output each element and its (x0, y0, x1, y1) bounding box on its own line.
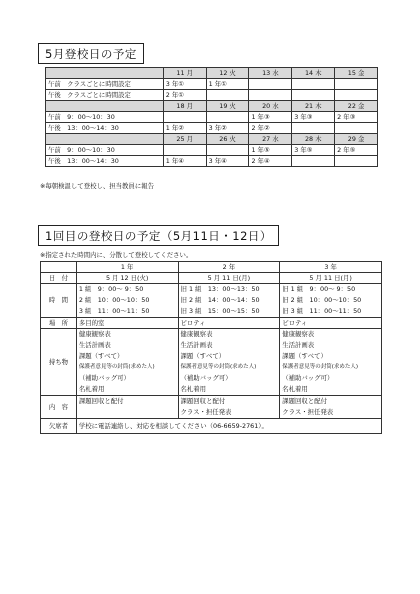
row-label-items: 持ち物 (41, 329, 77, 396)
week1-pm-row (46, 90, 378, 101)
time-row (41, 284, 382, 318)
schedule-cell (292, 123, 335, 134)
day-cell: 29 金 (335, 134, 378, 145)
schedule-cell (206, 90, 249, 101)
grade-header-row (41, 262, 382, 273)
schedule-cell (163, 145, 206, 156)
row-label-time: 時 間 (41, 284, 77, 318)
grade-header: 2 年 (178, 262, 280, 273)
row-label-absent: 欠席者 (41, 419, 77, 434)
day-cell: 20 水 (249, 101, 292, 112)
schedule-cell (163, 112, 206, 123)
day-cell: 13 水 (249, 68, 292, 79)
day-cell: 18 月 (163, 101, 206, 112)
day-cell: 19 火 (206, 101, 249, 112)
schedule-cell: 1 年④ (163, 156, 206, 167)
week3-am-row (46, 145, 378, 156)
schedule-cell: 2 年② (249, 123, 292, 134)
day-cell: 21 木 (292, 101, 335, 112)
schedule-cell: 2 年③ (335, 112, 378, 123)
schedule-cell: 2 年⑤ (335, 145, 378, 156)
place-row (41, 318, 382, 329)
content-row (41, 396, 382, 419)
first-day-table (40, 261, 382, 434)
content-cell: 課題回収と配付 クラス・担任発表 (178, 396, 280, 419)
time-cell: 旧 1 組 13：00～13：50 旧 2 組 14：00～14：50 旧 3 組 15：00～15：50 (178, 284, 280, 318)
schedule-cell (335, 90, 378, 101)
schedule-cell (335, 79, 378, 90)
first-day-note: ※指定された時間内に、分散して登校してください。 (40, 251, 193, 259)
schedule-cell (335, 156, 378, 167)
week1-am-row (46, 79, 378, 90)
day-cell: 26 火 (206, 134, 249, 145)
day-cell: 15 金 (335, 68, 378, 79)
schedule-cell (249, 79, 292, 90)
day-cell: 25 月 (163, 134, 206, 145)
day-cell: 28 木 (292, 134, 335, 145)
schedule-cell: 1 年② (163, 123, 206, 134)
row-label-date: 日 付 (41, 273, 77, 284)
row-label-content: 内 容 (41, 396, 77, 419)
first-day-title: 1回目の登校日の予定（5月11日・12日） (38, 225, 279, 246)
time-cell: 旧 1 組 9：00～ 9：50 旧 2 組 10：00～10：50 旧 3 組 11：00～11：50 (280, 284, 382, 318)
week2-am-row (46, 112, 378, 123)
day-cell: 14 木 (292, 68, 335, 79)
may-schedule-table (45, 67, 378, 167)
row-label: 午後 13：00～14：30 (46, 123, 164, 134)
items-cell: 健康観察表 生活計画表 課題（すべて） 保護者意見等の封筒(求めた人) （補助バッグ可） 名札着用 (76, 329, 178, 396)
schedule-cell: 3 年② (206, 123, 249, 134)
schedule-cell: 3 年④ (206, 156, 249, 167)
day-cell: 11 月 (163, 68, 206, 79)
date-cell: 5 月 11 日(月) (280, 273, 382, 284)
day-cell: 12 火 (206, 68, 249, 79)
schedule-cell (249, 90, 292, 101)
row-label-place: 場 所 (41, 318, 77, 329)
date-row (41, 273, 382, 284)
schedule-cell: 1 年① (206, 79, 249, 90)
time-cell: 1 組 9：00～ 9：50 2 組 10：00～10：50 3 組 11：00～11：50 (76, 284, 178, 318)
week3-pm-row (46, 156, 378, 167)
row-label: 午前 9：00～10：30 (46, 112, 164, 123)
schedule-cell: 2 年④ (249, 156, 292, 167)
row-label: 午後 13：00～14：30 (46, 156, 164, 167)
schedule-cell: 2 年① (163, 90, 206, 101)
date-cell: 5 月 11 日(月) (178, 273, 280, 284)
place-cell: ピロティ (178, 318, 280, 329)
absent-cell: 学校に電話連絡し、対応を相談してください（06-6659-2761）。 (76, 419, 381, 434)
items-cell: 健康観察表 生活計画表 課題（すべて） 保護者意見等の封筒(求めた人) （補助バッグ可） 名札着用 (280, 329, 382, 396)
schedule-cell (292, 156, 335, 167)
week3-header-row (46, 134, 378, 145)
row-label: 午後 クラスごとに時間設定 (46, 90, 164, 101)
week1-header-row (46, 68, 378, 79)
day-cell: 22 金 (335, 101, 378, 112)
schedule-cell (206, 112, 249, 123)
schedule-cell: 3 年⑤ (292, 145, 335, 156)
items-row (41, 329, 382, 396)
schedule-cell: 3 年③ (292, 112, 335, 123)
schedule-cell: 1 年⑤ (249, 145, 292, 156)
date-cell: 5 月 12 日(火) (76, 273, 178, 284)
may-footnote: ※毎朝検温して登校し、担当教員に報告 (40, 182, 154, 190)
items-cell: 健康観察表 生活計画表 課題（すべて） 保護者意見等の封筒(求めた人) （補助バッグ可） 名札着用 (178, 329, 280, 396)
schedule-cell (292, 79, 335, 90)
place-cell: 多目的室 (76, 318, 178, 329)
schedule-cell (335, 123, 378, 134)
place-cell: ピロティ (280, 318, 382, 329)
schedule-cell (292, 90, 335, 101)
may-schedule-title: 5月登校日の予定 (38, 43, 144, 64)
content-cell: 課題回収と配付 クラス・担任発表 (280, 396, 382, 419)
day-cell: 27 水 (249, 134, 292, 145)
row-label: 午前 9：00～10：30 (46, 145, 164, 156)
schedule-cell: 3 年① (163, 79, 206, 90)
week2-pm-row (46, 123, 378, 134)
content-cell: 課題回収と配付 (76, 396, 178, 419)
grade-header: 1 年 (76, 262, 178, 273)
row-label: 午前 クラスごとに時間設定 (46, 79, 164, 90)
absent-row (41, 419, 382, 434)
schedule-cell: 1 年③ (249, 112, 292, 123)
week2-header-row (46, 101, 378, 112)
schedule-cell (206, 145, 249, 156)
grade-header: 3 年 (280, 262, 382, 273)
